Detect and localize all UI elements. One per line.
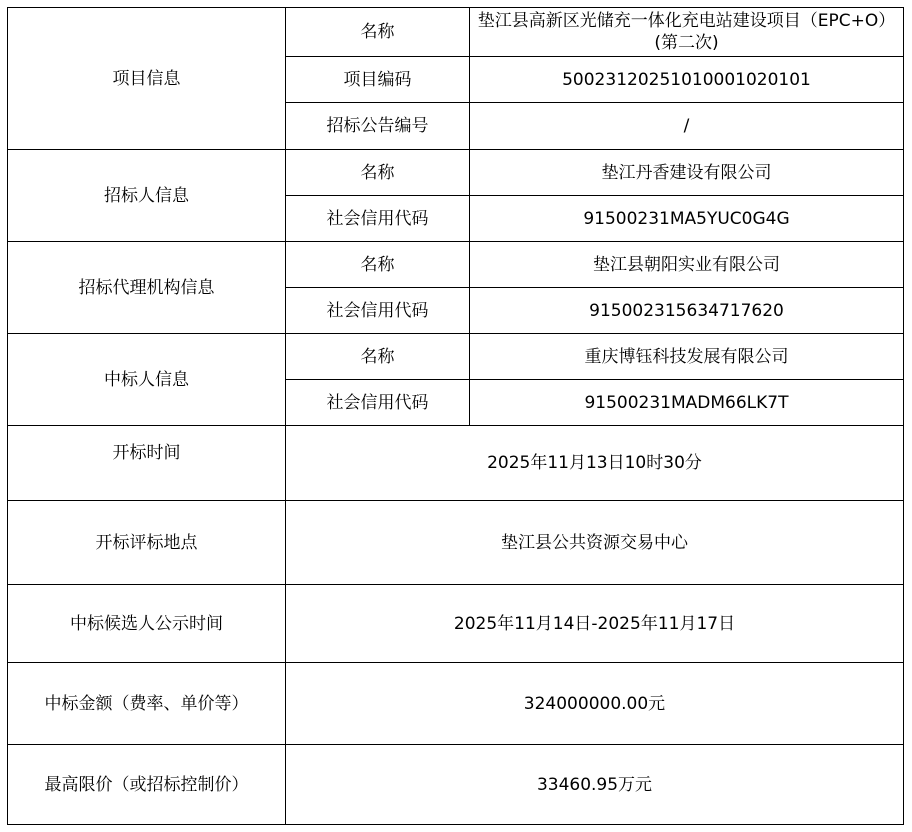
publicity-label: 中标候选人公示时间 — [8, 585, 286, 663]
location-row — [8, 501, 904, 585]
tenderer-name-value: 垫江丹香建设有限公司 — [470, 150, 904, 196]
project-name-value: 垫江县高新区光储充一体化充电站建设项目（EPC+O）(第二次) — [470, 8, 904, 57]
amount-row — [8, 663, 904, 745]
publicity-row — [8, 585, 904, 663]
tenderer-name-row — [8, 150, 904, 196]
project-code-value: 500231202510100010201​01 — [470, 57, 904, 103]
winner-name-row — [8, 334, 904, 380]
agency-name-row — [8, 242, 904, 288]
agency-name-label: 名称 — [286, 242, 470, 288]
agency-credit-label: 社会信用代码 — [286, 288, 470, 334]
project-info-header: 项目信息 — [8, 8, 286, 150]
winner-info-header: 中标人信息 — [8, 334, 286, 426]
max-price-value: 33460.95万元 — [286, 745, 904, 825]
max-price-row — [8, 745, 904, 825]
opening-time-label: 开标时间 — [8, 426, 286, 501]
notice-number-value: / — [470, 103, 904, 150]
location-label: 开标评标地点 — [8, 501, 286, 585]
agency-info-header: 招标代理机构信息 — [8, 242, 286, 334]
agency-name-value: 垫江县朝阳实业有限公司 — [470, 242, 904, 288]
opening-time-value: 2025年11月13日10时30分 — [286, 426, 904, 501]
winner-name-label: 名称 — [286, 334, 470, 380]
winner-credit-value: 91500231MADM66LK7T — [470, 380, 904, 426]
agency-credit-value: 915002315634717620 — [470, 288, 904, 334]
winner-name-value: 重庆博钰科技发展有限公司 — [470, 334, 904, 380]
max-price-label: 最高限价（或招标控制价） — [8, 745, 286, 825]
location-value: 垫江县公共资源交易中心 — [286, 501, 904, 585]
project-name-label: 名称 — [286, 8, 470, 57]
bid-result-table — [7, 7, 904, 825]
amount-label: 中标金额（费率、单价等） — [8, 663, 286, 745]
tenderer-credit-value: 91500231MA5YUC0G4G — [470, 196, 904, 242]
project-name-row — [8, 8, 904, 57]
winner-credit-label: 社会信用代码 — [286, 380, 470, 426]
opening-time-row — [8, 426, 904, 501]
amount-value: 324000000.00元 — [286, 663, 904, 745]
publicity-value: 2025年11月14日-2025年11月17日 — [286, 585, 904, 663]
tenderer-credit-label: 社会信用代码 — [286, 196, 470, 242]
project-code-label: 项目编码 — [286, 57, 470, 103]
tenderer-name-label: 名称 — [286, 150, 470, 196]
notice-number-label: 招标公告编号 — [286, 103, 470, 150]
tenderer-info-header: 招标人信息 — [8, 150, 286, 242]
